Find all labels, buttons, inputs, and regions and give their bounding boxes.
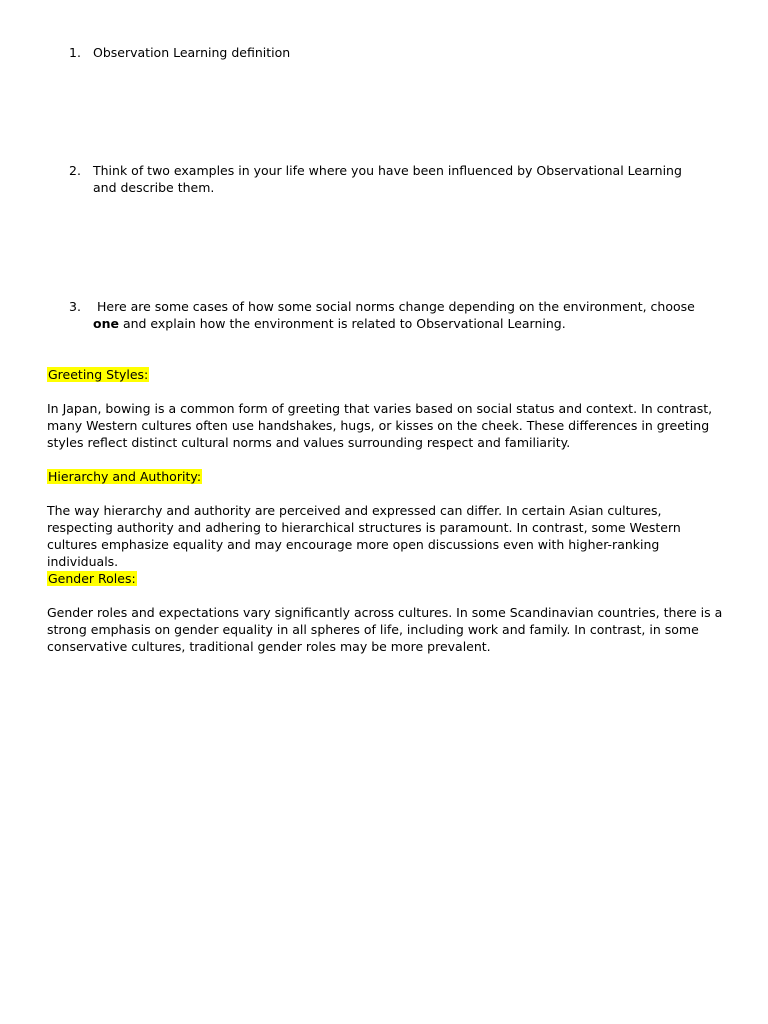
section-heading-greeting-styles	[47, 366, 149, 383]
question-number: 3.	[69, 299, 81, 314]
question-text-part: and explain how the environment is related to Observational Learning.	[118, 316, 566, 331]
section-heading-gender-roles	[47, 570, 137, 587]
question-text: Think of two examples in your life where you have been influenced by Observational Learning and describe them.	[93, 163, 682, 195]
section-body-hierarchy: The way hierarchy and authority are perceived and expressed can differ. In certain Asian cultures, respecting authority and adhering to hierarchical structures is paramount. In contrast, some Western cultures emphasize equality and may encourage more open discussions even with higher-ranking individuals.	[47, 503, 681, 569]
section-heading-hierarchy	[47, 468, 202, 485]
section-body-gender-roles: Gender roles and expectations vary significantly across cultures. In some Scandinavian countries, there is a strong emphasis on gender equality in all spheres of life, including work and family. In contrast, in some conservative cultures, traditional gender roles may be more prevalent.	[47, 605, 723, 654]
section-body-greeting-styles: In Japan, bowing is a common form of greeting that varies based on social status and context. In contrast, many Western cultures often use handshakes, hugs, or kisses on the cheek. These differences in greeting styles reflect distinct cultural norms and values surrounding respect and familiarity.	[47, 401, 713, 450]
emphasis-one: one	[93, 316, 119, 331]
question-text: Observation Learning definition	[93, 45, 291, 60]
question-number: 1.	[69, 45, 81, 60]
question-text-part: Here are some cases of how some social norms change depending on the environment, choose	[96, 299, 695, 314]
highlighted-heading: Gender Roles:	[48, 571, 136, 586]
question-number: 2.	[69, 163, 81, 178]
highlighted-heading: Greeting Styles:	[48, 367, 149, 382]
highlighted-heading: Hierarchy and Authority:	[48, 469, 202, 484]
question-text	[93, 298, 709, 332]
